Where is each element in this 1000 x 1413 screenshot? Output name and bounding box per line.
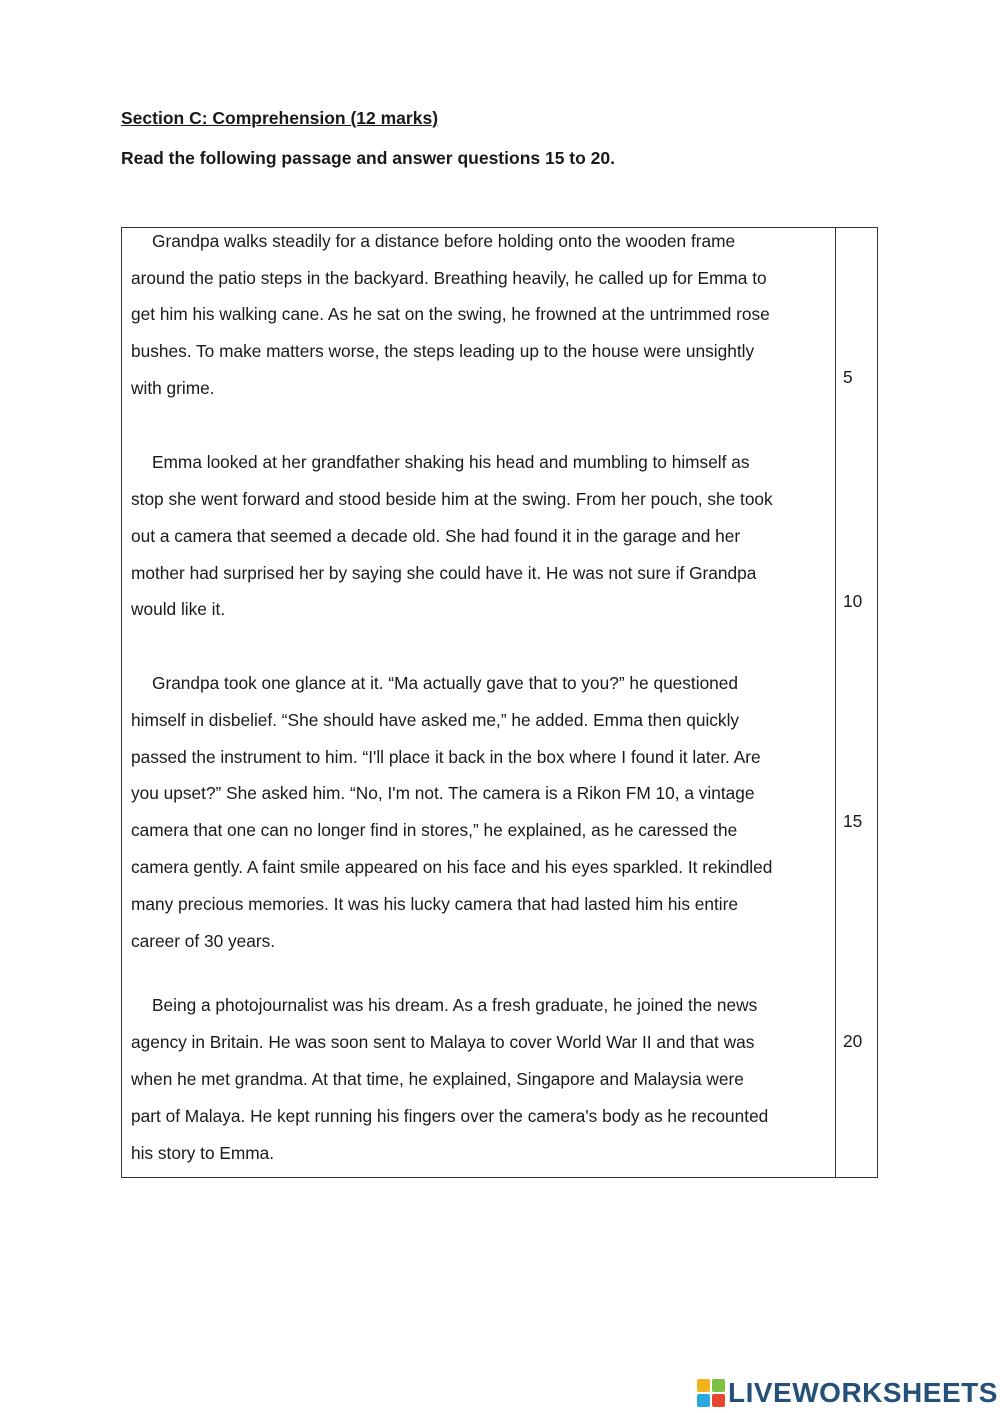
- passage-line: stop she went forward and stood beside him at the swing. From her pouch, she took: [131, 489, 773, 509]
- passage-line: many precious memories. It was his lucky camera that had lasted him his entire: [131, 894, 739, 914]
- passage-line: with grime.: [131, 378, 215, 398]
- passage-line: mother had surprised her by saying she could have it. He was not sure if Grandpa: [131, 563, 757, 583]
- passage-line: his story to Emma.: [131, 1143, 275, 1163]
- passage-line: get him his walking cane. As he sat on the swing, he frowned at the untrimmed rose: [131, 304, 770, 324]
- section-title: Section C: Comprehension (12 marks): [121, 108, 439, 128]
- passage-box: [121, 227, 878, 1178]
- logo-square-icon: [712, 1379, 725, 1392]
- passage-line: would like it.: [131, 599, 226, 619]
- column-divider: [835, 228, 836, 1177]
- passage-line: agency in Britain. He was soon sent to Malaya to cover World War II and that was: [131, 1032, 755, 1052]
- instruction-text: Read the following passage and answer questions 15 to 20.: [121, 148, 616, 168]
- passage-line: out a camera that seemed a decade old. She had found it in the garage and her: [131, 526, 741, 546]
- passage-line: part of Malaya. He kept running his fingers over the camera's body as he recounted: [131, 1106, 769, 1126]
- logo-square-icon: [697, 1379, 710, 1392]
- passage-line: bushes. To make matters worse, the steps leading up to the house were unsightly: [131, 341, 755, 361]
- logo-text: LIVEWORKSHEETS: [728, 1377, 998, 1408]
- line-number: 20: [843, 1031, 863, 1051]
- line-number: 5: [843, 367, 853, 387]
- passage-line: when he met grandma. At that time, he explained, Singapore and Malaysia were: [131, 1069, 744, 1089]
- passage-line: camera gently. A faint smile appeared on his face and his eyes sparkled. It rekindled: [131, 857, 773, 877]
- passage-line: passed the instrument to him. “I'll place it back in the box where I found it later. Are: [131, 747, 761, 767]
- passage-line: camera that one can no longer find in stores,” he explained, as he caressed the: [131, 820, 738, 840]
- passage-line: Grandpa walks steadily for a distance before holding onto the wooden frame: [152, 231, 736, 251]
- passage-line: around the patio steps in the backyard. Breathing heavily, he called up for Emma to: [131, 268, 767, 288]
- liveworksheets-logo-icon: [697, 1379, 725, 1407]
- logo-square-icon: [712, 1394, 725, 1407]
- passage-line: Emma looked at her grandfather shaking his head and mumbling to himself as: [152, 452, 750, 472]
- passage-line: you upset?” She asked him. “No, I'm not. The camera is a Rikon FM 10, a vintage: [131, 783, 755, 803]
- passage-line: himself in disbelief. “She should have asked me,” he added. Emma then quickly: [131, 710, 740, 730]
- passage-line: career of 30 years.: [131, 931, 276, 951]
- passage-line: Grandpa took one glance at it. “Ma actually gave that to you?” he questioned: [152, 673, 739, 693]
- passage-line: Being a photojournalist was his dream. As a fresh graduate, he joined the news: [152, 995, 758, 1015]
- logo-square-icon: [697, 1394, 710, 1407]
- line-number: 10: [843, 591, 863, 611]
- liveworksheets-logo: [697, 1378, 998, 1408]
- line-number: 15: [843, 811, 863, 831]
